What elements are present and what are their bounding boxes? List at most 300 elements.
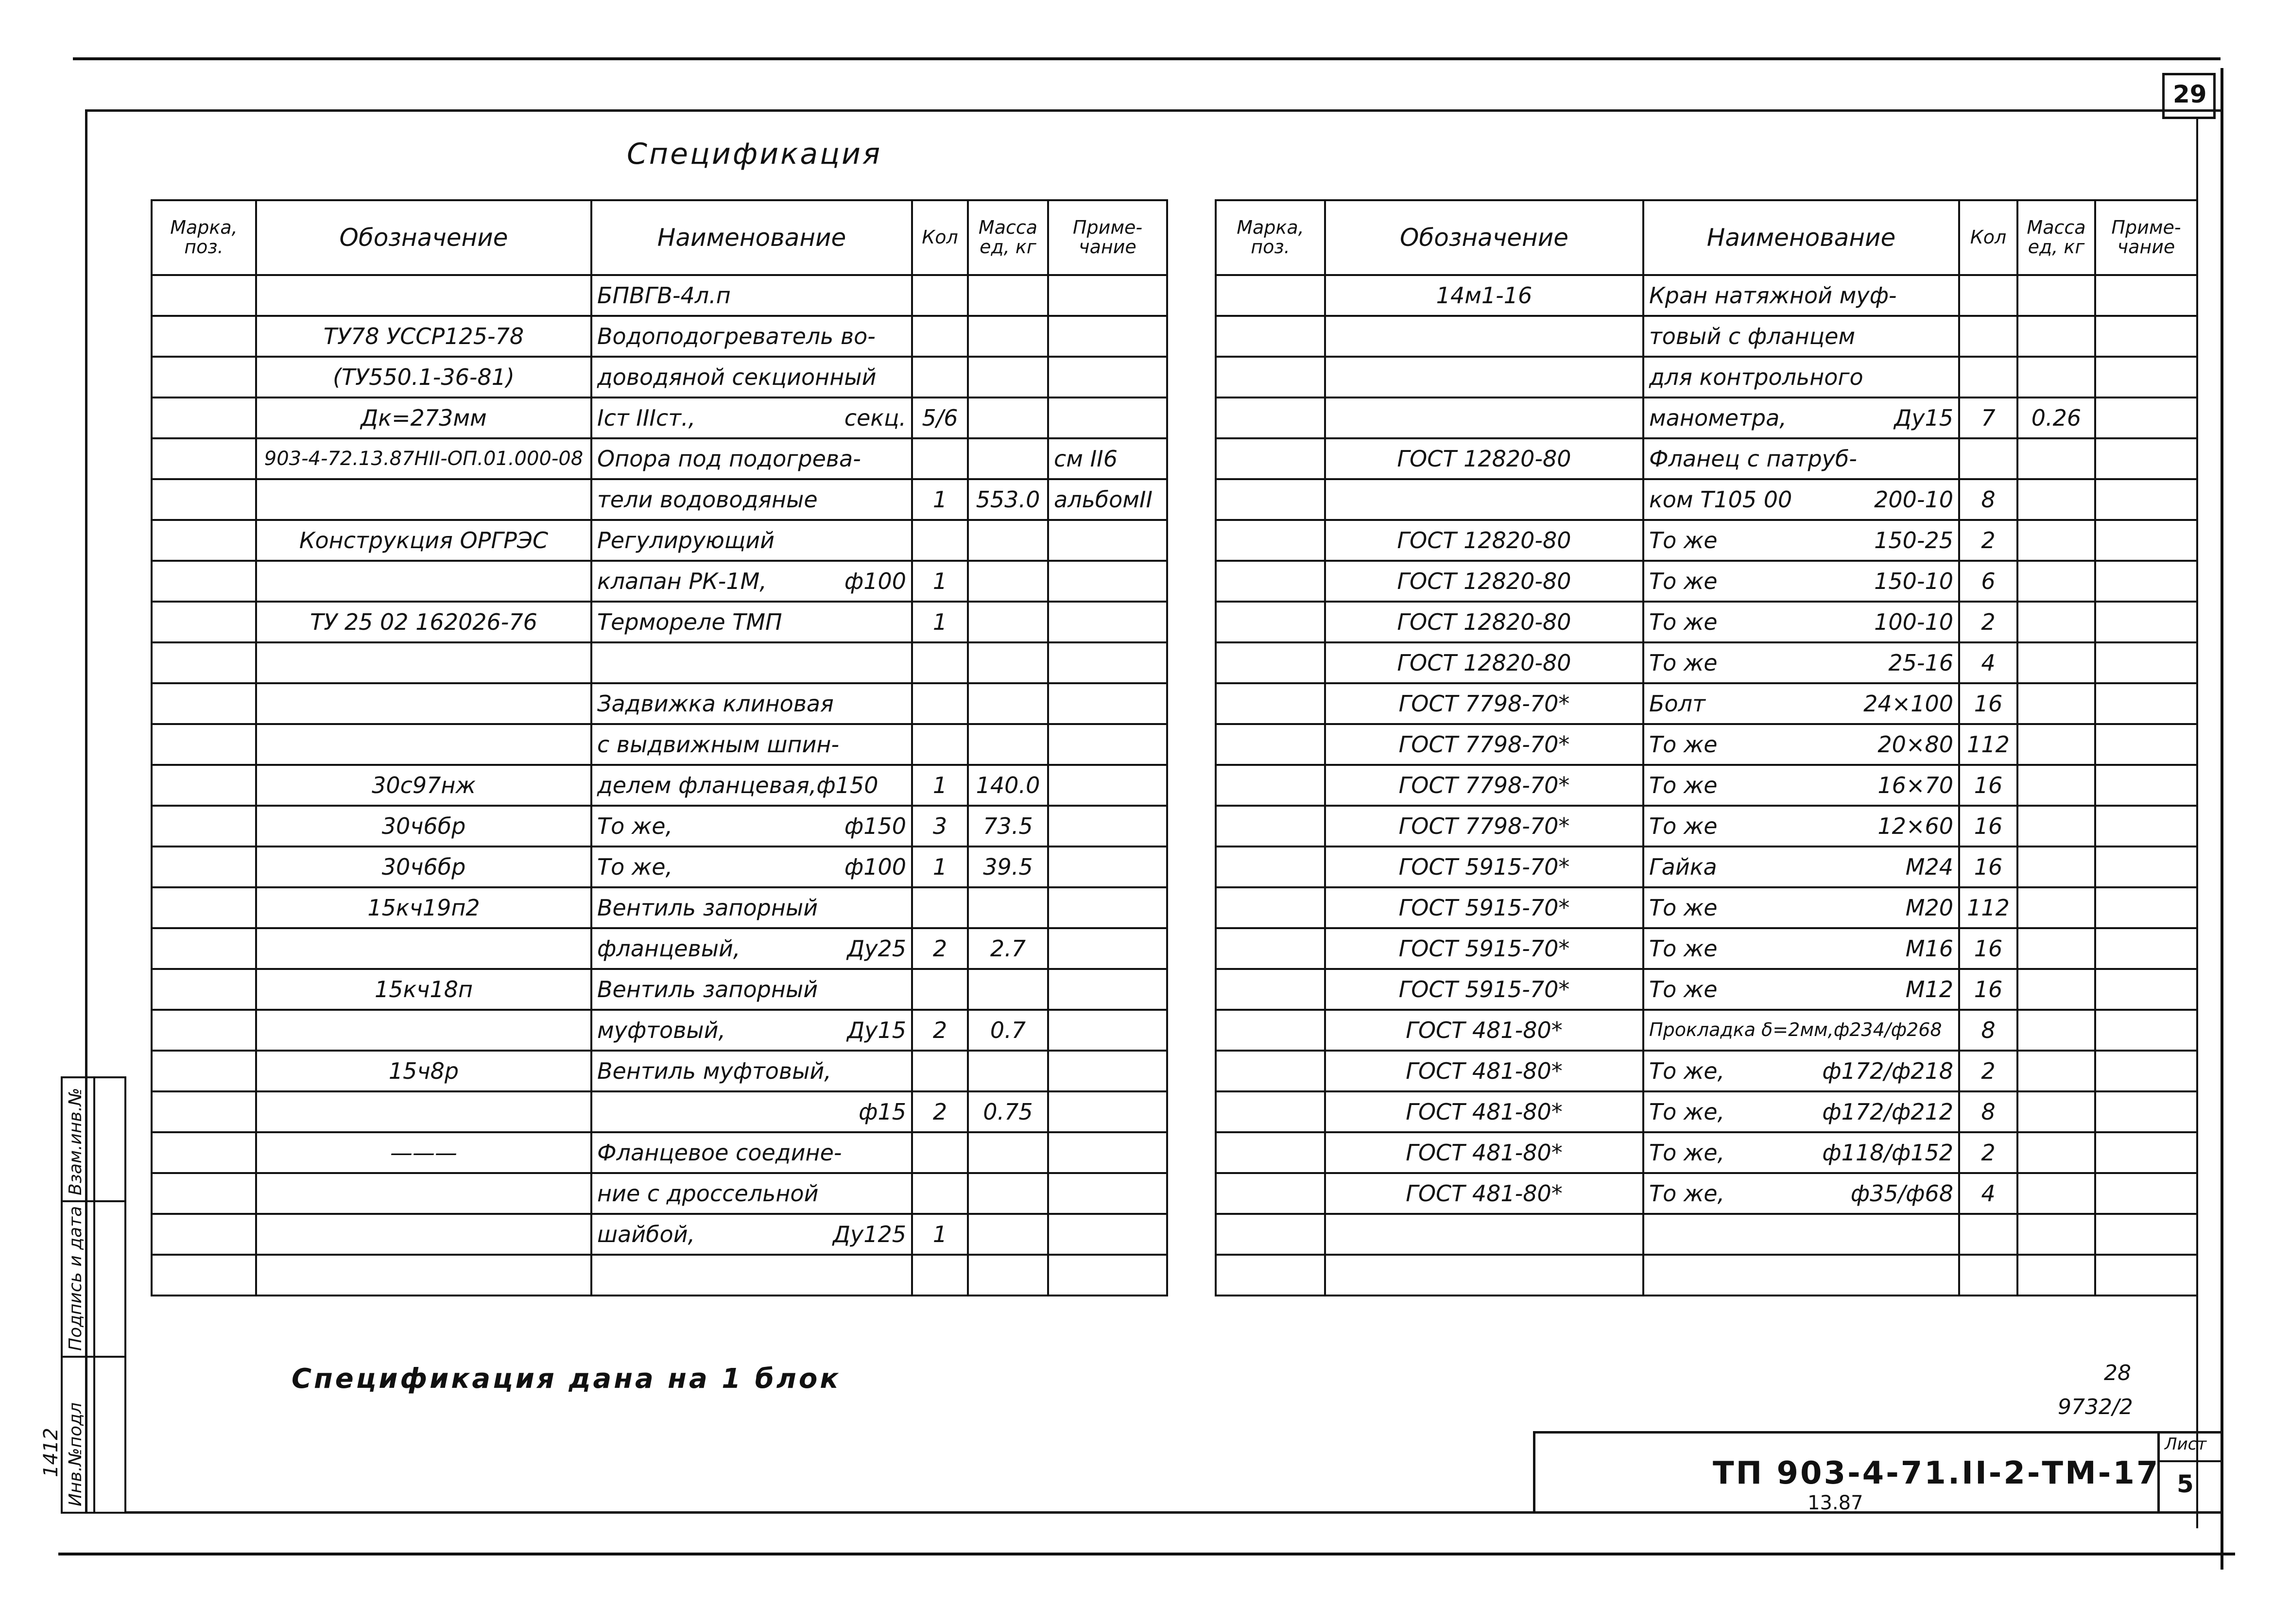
- footer-note: Спецификация дана на 1 блок: [292, 1363, 841, 1395]
- cell-designation: 30ч6бр: [256, 847, 591, 887]
- cell-name-text: То же: [1649, 527, 1718, 553]
- cell-name: [1643, 642, 1959, 683]
- cell-designation: [1325, 1255, 1643, 1296]
- cell-name: [1643, 1132, 1959, 1173]
- table-row: [1216, 1091, 2197, 1132]
- header-qty: Кол: [912, 200, 968, 275]
- header-name: Наименование: [1643, 200, 1959, 275]
- cell-designation: [256, 642, 591, 683]
- cell-note: [1048, 1173, 1167, 1214]
- table-row: [1216, 316, 2197, 357]
- cell-name-text: То же,: [1649, 1098, 1725, 1125]
- cell-note: [1048, 357, 1167, 397]
- cell-mark: [1216, 357, 1325, 397]
- cell-name-text: доводяной секционный: [597, 363, 877, 390]
- cell-name-text: с выдвижным шпин-: [597, 731, 840, 758]
- cell-mass: [2017, 357, 2095, 397]
- table-row: [1216, 928, 2197, 969]
- cell-note: [2095, 887, 2197, 928]
- cell-name: [1643, 847, 1959, 887]
- cell-note: [2095, 438, 2197, 479]
- cell-mass: [968, 1214, 1048, 1255]
- table-row: [1216, 520, 2197, 561]
- cell-mass: 0.7: [968, 1010, 1048, 1051]
- cell-name-size: 200-10: [1874, 486, 1953, 513]
- cell-name-size: 150-10: [1874, 568, 1953, 594]
- cell-name-size: 16×70: [1877, 772, 1953, 798]
- spec-title: Спецификация: [627, 137, 882, 171]
- cell-mark: [152, 602, 256, 642]
- cell-name: [1643, 683, 1959, 724]
- table-row: [1216, 397, 2197, 438]
- cell-designation: ГОСТ 481-80*: [1325, 1132, 1643, 1173]
- cell-name-text: То же,: [597, 853, 673, 880]
- cell-qty: 112: [1959, 887, 2017, 928]
- cell-name-text: ком Т105 00: [1649, 486, 1792, 513]
- cell-mark: [152, 724, 256, 765]
- cell-qty: 16: [1959, 847, 2017, 887]
- cell-note: [1048, 642, 1167, 683]
- cell-mass: [2017, 1051, 2095, 1091]
- table-row: [152, 1051, 1167, 1091]
- cell-name-size: ф35/ф68: [1850, 1180, 1953, 1207]
- cell-mark: [152, 479, 256, 520]
- cell-name-size: Ду25: [847, 935, 906, 962]
- cell-designation: [256, 1255, 591, 1296]
- cell-note: [2095, 561, 2197, 602]
- cell-designation: ГОСТ 481-80*: [1325, 1173, 1643, 1214]
- cell-note: [1048, 1010, 1167, 1051]
- cell-mass: [2017, 887, 2095, 928]
- cell-name: [591, 1051, 912, 1091]
- cell-mass: 0.26: [2017, 397, 2095, 438]
- cell-name: [591, 765, 912, 806]
- cell-mass: [2017, 1010, 2095, 1051]
- table-row: [152, 1173, 1167, 1214]
- header-note: Приме-чание: [2095, 200, 2197, 275]
- cell-qty: 7: [1959, 397, 2017, 438]
- cell-name-size: ф100: [844, 568, 906, 594]
- table-row: [1216, 969, 2197, 1010]
- cell-designation: 14м1-16: [1325, 275, 1643, 316]
- cell-name: [591, 438, 912, 479]
- cell-mass: [2017, 438, 2095, 479]
- cell-mark: [1216, 602, 1325, 642]
- cell-name-size: 150-25: [1874, 527, 1953, 553]
- cell-designation: ГОСТ 12820-80: [1325, 602, 1643, 642]
- cell-mass: [2017, 275, 2095, 316]
- cell-mark: [1216, 316, 1325, 357]
- cell-name-text: делем фланцевая,ф150: [597, 772, 878, 798]
- cell-designation: 30с97нж: [256, 765, 591, 806]
- cell-name-text: муфтовый,: [597, 1017, 726, 1043]
- header-note: Приме-чание: [1048, 200, 1167, 275]
- cell-mass: [2017, 1132, 2095, 1173]
- cell-designation: [256, 928, 591, 969]
- cell-mass: [2017, 765, 2095, 806]
- cell-mass: [2017, 642, 2095, 683]
- cell-note: [2095, 275, 2197, 316]
- cell-name-text: Вентиль муфтовый,: [597, 1057, 831, 1084]
- cell-designation: [1325, 357, 1643, 397]
- cell-mark: [152, 1051, 256, 1091]
- cell-note: [1048, 1091, 1167, 1132]
- cell-qty: 1: [912, 602, 968, 642]
- cell-qty: 1: [912, 479, 968, 520]
- cell-note: [2095, 847, 2197, 887]
- cell-name: [591, 561, 912, 602]
- cell-qty: [912, 1173, 968, 1214]
- cell-mark: [1216, 642, 1325, 683]
- table-row: [152, 847, 1167, 887]
- cell-mass: [2017, 806, 2095, 847]
- cell-name: [591, 1010, 912, 1051]
- cell-mark: [152, 561, 256, 602]
- cell-name: [1643, 1010, 1959, 1051]
- cell-qty: [912, 438, 968, 479]
- cell-name: [591, 969, 912, 1010]
- ref-top: 28: [2104, 1361, 2131, 1385]
- cell-mass: 2.7: [968, 928, 1048, 969]
- cell-qty: [912, 275, 968, 316]
- cell-qty: [912, 1255, 968, 1296]
- margin-code: 1412: [40, 1428, 62, 1477]
- cell-name-size: 24×100: [1863, 690, 1953, 717]
- table-row: [152, 806, 1167, 847]
- cell-note: [1048, 928, 1167, 969]
- cell-name: [591, 602, 912, 642]
- table-row: [152, 479, 1167, 520]
- cell-mass: [2017, 847, 2095, 887]
- cell-mark: [152, 969, 256, 1010]
- cell-mark: [152, 316, 256, 357]
- table-row: [1216, 806, 2197, 847]
- cell-qty: 3: [912, 806, 968, 847]
- cell-mark: [1216, 1173, 1325, 1214]
- cell-mass: [2017, 724, 2095, 765]
- cell-name: [1643, 438, 1959, 479]
- cell-mass: [2017, 316, 2095, 357]
- cell-note: [2095, 683, 2197, 724]
- table-row: [152, 1132, 1167, 1173]
- cell-name-size: Ду15: [1894, 404, 1953, 431]
- cell-name: [591, 683, 912, 724]
- cell-name: [1643, 357, 1959, 397]
- cell-name-text: БПВГВ-4л.п: [597, 282, 731, 309]
- cell-name-text: То же: [1649, 608, 1718, 635]
- cell-name: [1643, 969, 1959, 1010]
- cell-name-size: М12: [1905, 976, 1953, 1002]
- cell-note: [2095, 1132, 2197, 1173]
- cell-mark: [1216, 928, 1325, 969]
- cell-name-text: То же: [1649, 568, 1718, 594]
- cell-qty: 1: [912, 561, 968, 602]
- cell-mass: [2017, 1255, 2095, 1296]
- table-row: [152, 602, 1167, 642]
- cell-name: [1643, 1214, 1959, 1255]
- cell-note: [2095, 520, 2197, 561]
- cell-name-text: То же: [1649, 976, 1718, 1002]
- cell-mark: [1216, 1132, 1325, 1173]
- cell-name-text: То же,: [1649, 1057, 1725, 1084]
- top-rule: [73, 57, 2221, 60]
- cell-name: [1643, 1051, 1959, 1091]
- cell-name-text: Термореле ТМП: [597, 608, 782, 635]
- cell-qty: 16: [1959, 806, 2017, 847]
- cell-mass: [968, 969, 1048, 1010]
- cell-mass: [968, 316, 1048, 357]
- cell-designation: [1325, 479, 1643, 520]
- cell-designation: [1325, 316, 1643, 357]
- cell-note: [1048, 1132, 1167, 1173]
- cell-qty: 4: [1959, 1173, 2017, 1214]
- cell-name: [591, 724, 912, 765]
- frame-right: [2221, 68, 2223, 1570]
- cell-qty: 1: [912, 765, 968, 806]
- cell-name-size: М24: [1905, 853, 1953, 880]
- cell-note: [2095, 357, 2197, 397]
- table-row: [1216, 1214, 2197, 1255]
- cell-designation: [256, 1173, 591, 1214]
- cell-mark: [152, 806, 256, 847]
- cell-designation: ГОСТ 7798-70*: [1325, 806, 1643, 847]
- cell-mass: 73.5: [968, 806, 1048, 847]
- cell-name-text: Опора под подогрева-: [597, 445, 861, 472]
- cell-name-size: ф15: [859, 1098, 906, 1125]
- cell-designation: [1325, 1214, 1643, 1255]
- cell-designation: [256, 1214, 591, 1255]
- table-row: [152, 316, 1167, 357]
- cell-qty: [1959, 275, 2017, 316]
- cell-designation: Дк=273мм: [256, 397, 591, 438]
- cell-mark: [1216, 969, 1325, 1010]
- cell-mass: [968, 561, 1048, 602]
- cell-mass: [2017, 928, 2095, 969]
- cell-name: [1643, 1255, 1959, 1296]
- cell-mass: [2017, 602, 2095, 642]
- cell-name: [591, 316, 912, 357]
- cell-name: [1643, 316, 1959, 357]
- table-row: [152, 397, 1167, 438]
- cell-designation: ТУ 25 02 162026-76: [256, 602, 591, 642]
- cell-mark: [152, 1255, 256, 1296]
- cell-mass: [968, 683, 1048, 724]
- cell-name-text: То же: [1649, 649, 1718, 676]
- cell-designation: ГОСТ 7798-70*: [1325, 683, 1643, 724]
- cell-qty: 2: [1959, 1132, 2017, 1173]
- cell-mass: [2017, 520, 2095, 561]
- table-row: [1216, 1051, 2197, 1091]
- cell-name: [1643, 724, 1959, 765]
- cell-mass: [968, 887, 1048, 928]
- cell-name-size: М16: [1905, 935, 1953, 962]
- cell-designation: [256, 724, 591, 765]
- cell-mass: [968, 520, 1048, 561]
- cell-name: [1643, 602, 1959, 642]
- cell-designation: (ТУ550.1-36-81): [256, 357, 591, 397]
- cell-name-text: Водоподогреватель во-: [597, 323, 876, 349]
- cell-designation: ГОСТ 5915-70*: [1325, 847, 1643, 887]
- cell-mark: [152, 357, 256, 397]
- sheet-label: Лист: [2165, 1434, 2207, 1454]
- cell-mass: [2017, 561, 2095, 602]
- cell-name-text: манометра,: [1649, 404, 1787, 431]
- table-row: [1216, 683, 2197, 724]
- cell-qty: [912, 520, 968, 561]
- cell-mark: [152, 1132, 256, 1173]
- cell-name: [591, 520, 912, 561]
- cell-name-text: То же: [1649, 812, 1718, 839]
- table-row: [1216, 561, 2197, 602]
- cell-name: [591, 1214, 912, 1255]
- cell-qty: 1: [912, 847, 968, 887]
- spec-table-left: [151, 199, 1168, 1296]
- table-row: [1216, 724, 2197, 765]
- cell-mass: [968, 642, 1048, 683]
- cell-name: [1643, 520, 1959, 561]
- cell-mark: [1216, 724, 1325, 765]
- cell-name: [591, 1173, 912, 1214]
- cell-name: [591, 847, 912, 887]
- cell-qty: [912, 683, 968, 724]
- cell-mass: [2017, 969, 2095, 1010]
- cell-mass: [2017, 1214, 2095, 1255]
- cell-qty: [912, 316, 968, 357]
- table-row: [1216, 1173, 2197, 1214]
- cell-mark: [1216, 806, 1325, 847]
- cell-note: [1048, 316, 1167, 357]
- header-qty: Кол: [1959, 200, 2017, 275]
- cell-mass: [968, 1132, 1048, 1173]
- cell-note: [2095, 724, 2197, 765]
- table-row: [1216, 602, 2197, 642]
- cell-mark: [152, 1173, 256, 1214]
- table-row: [1216, 479, 2197, 520]
- cell-note: [2095, 397, 2197, 438]
- cell-note: [1048, 1255, 1167, 1296]
- table-row: [1216, 1255, 2197, 1296]
- cell-qty: 16: [1959, 928, 2017, 969]
- cell-designation: ГОСТ 12820-80: [1325, 438, 1643, 479]
- cell-mass: [968, 602, 1048, 642]
- cell-name-size: ф100: [844, 853, 906, 880]
- cell-note: [2095, 1255, 2197, 1296]
- header-mass: Масса ед, кг: [2017, 200, 2095, 275]
- cell-qty: 2: [1959, 1051, 2017, 1091]
- cell-designation: ГОСТ 12820-80: [1325, 642, 1643, 683]
- cell-name-text: для контрольного: [1649, 363, 1863, 390]
- table-row: [152, 1091, 1167, 1132]
- cell-name: [1643, 1173, 1959, 1214]
- cell-designation: [256, 479, 591, 520]
- cell-note: [2095, 928, 2197, 969]
- cell-mass: 140.0: [968, 765, 1048, 806]
- cell-name-size: 100-10: [1874, 608, 1953, 635]
- cell-name: [1643, 479, 1959, 520]
- cell-mark: [1216, 438, 1325, 479]
- cell-qty: 112: [1959, 724, 2017, 765]
- cell-name: [1643, 1091, 1959, 1132]
- cell-mark: [152, 397, 256, 438]
- cell-name: [1643, 928, 1959, 969]
- cell-note: [1048, 806, 1167, 847]
- cell-name: [591, 806, 912, 847]
- cell-note: [2095, 1214, 2197, 1255]
- cell-note: [1048, 765, 1167, 806]
- cell-qty: 5/6: [912, 397, 968, 438]
- cell-name-text: Вентиль запорный: [597, 894, 818, 921]
- cell-name-text: шайбой,: [597, 1221, 695, 1247]
- cell-designation: ГОСТ 7798-70*: [1325, 765, 1643, 806]
- cell-name-size: М20: [1905, 894, 1953, 921]
- table-row: [152, 1214, 1167, 1255]
- cell-name-size: секц.: [844, 404, 906, 431]
- cell-name-text: Iст IIIст.,: [597, 404, 696, 431]
- cell-mark: [152, 1010, 256, 1051]
- cell-name-text: товый с фланцем: [1649, 323, 1856, 349]
- cell-note: [1048, 847, 1167, 887]
- cell-note: [1048, 1214, 1167, 1255]
- cell-mark: [152, 765, 256, 806]
- cell-note: [2095, 1091, 2197, 1132]
- cell-mark: [1216, 1051, 1325, 1091]
- cell-mass: [968, 275, 1048, 316]
- table-row: [1216, 765, 2197, 806]
- cell-designation: [256, 275, 591, 316]
- cell-name-text: То же: [1649, 731, 1718, 758]
- cell-mark: [152, 887, 256, 928]
- cell-designation: 30ч6бр: [256, 806, 591, 847]
- cell-note: [2095, 765, 2197, 806]
- cell-qty: [912, 1051, 968, 1091]
- cell-name: [1643, 397, 1959, 438]
- cell-name: [591, 357, 912, 397]
- cell-qty: 8: [1959, 1091, 2017, 1132]
- margin-stamp-sign: Подпись и дата: [66, 1206, 86, 1351]
- cell-name-text: Прокладка δ=2мм,ф234/ф268: [1649, 1019, 1942, 1041]
- cell-mark: [152, 683, 256, 724]
- cell-qty: 16: [1959, 683, 2017, 724]
- cell-name-text: Регулирующий: [597, 527, 775, 553]
- cell-name-size: ф172/ф212: [1822, 1098, 1953, 1125]
- cell-name: [591, 1132, 912, 1173]
- table-row: [152, 275, 1167, 316]
- cell-name-text: Болт: [1649, 690, 1705, 717]
- cell-name-text: То же,: [1649, 1180, 1725, 1207]
- cell-mark: [1216, 520, 1325, 561]
- cell-note: [1048, 275, 1167, 316]
- table-row: [152, 969, 1167, 1010]
- cell-mass: [968, 438, 1048, 479]
- table-row: [1216, 847, 2197, 887]
- header-designation: Обозначение: [256, 200, 591, 275]
- cell-mark: [1216, 887, 1325, 928]
- cell-name-text: Вентиль запорный: [597, 976, 818, 1002]
- cell-mark: [1216, 683, 1325, 724]
- cell-note: [2095, 1010, 2197, 1051]
- cell-mass: 0.75: [968, 1091, 1048, 1132]
- cell-mass: [968, 1051, 1048, 1091]
- cell-note: [2095, 969, 2197, 1010]
- cell-qty: 8: [1959, 479, 2017, 520]
- cell-name: [1643, 561, 1959, 602]
- table-row: [152, 520, 1167, 561]
- table-row: [152, 724, 1167, 765]
- cell-mass: [968, 724, 1048, 765]
- cell-designation: ———: [256, 1132, 591, 1173]
- header-name: Наименование: [591, 200, 912, 275]
- cell-note: [1048, 520, 1167, 561]
